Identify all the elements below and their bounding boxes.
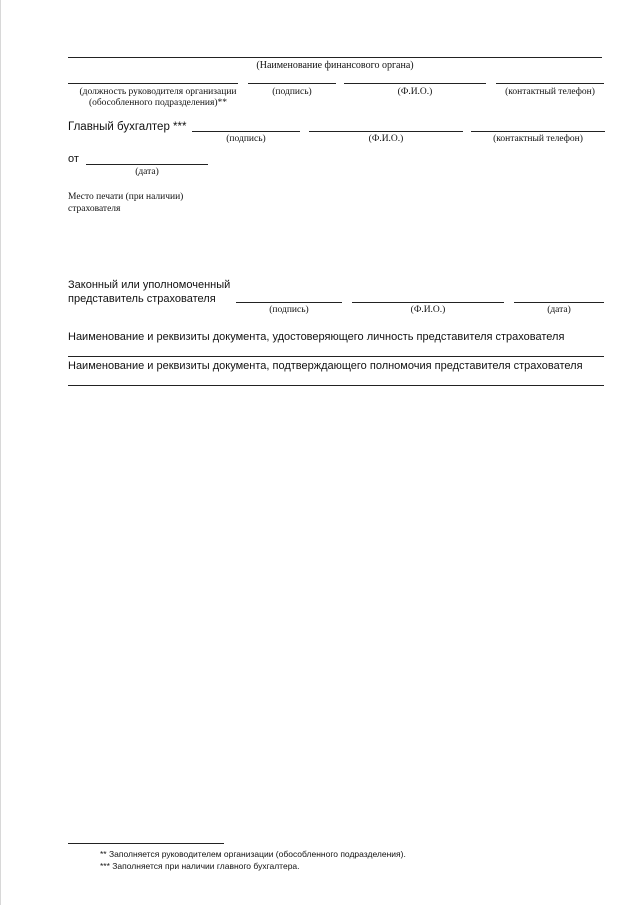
head-signature-caption: (подпись) [272,87,312,97]
representative-name-line[interactable] [352,302,504,303]
footnote-3: *** Заполняется при наличии главного бухгалтера. [100,861,300,871]
position-caption-line1: (должность руководителя организации [79,87,237,97]
representative-date-line[interactable] [514,302,604,303]
identity-doc-label: Наименование и реквизиты документа, удостоверяющего личность представителя страхователя [68,331,565,343]
head-phone-caption: (контактный телефон) [505,87,595,97]
date-line[interactable] [86,164,208,165]
financial-body-caption: (Наименование финансового органа) [256,60,414,71]
accountant-signature-caption: (подпись) [226,134,266,144]
head-signature-line[interactable] [248,83,336,84]
representative-signature-line[interactable] [236,302,342,303]
accountant-label: Главный бухгалтер *** [68,121,187,133]
accountant-phone-caption: (контактный телефон) [493,134,583,144]
stamp-line1: Место печати (при наличии) [68,192,184,202]
identity-doc-line[interactable] [68,356,604,357]
representative-name-caption: (Ф.И.О.) [410,305,446,315]
footnote-separator [68,843,224,844]
stamp-line2: страхователя [68,204,121,214]
date-caption: (дата) [135,167,159,177]
financial-body-line[interactable] [68,57,602,58]
accountant-name-line[interactable] [309,131,463,132]
position-caption-line2: (обособленного подразделения)** [88,98,228,108]
position-line[interactable] [68,83,238,84]
representative-label-line1: Законный или уполномоченный [68,279,231,291]
head-name-line[interactable] [344,83,486,84]
head-name-caption: (Ф.И.О.) [397,87,433,97]
authority-doc-label: Наименование и реквизиты документа, подтверждающего полномочия представителя страхователя [68,360,583,372]
footnote-2: ** Заполняется руководителем организации (обособленного подразделения). [100,849,406,859]
representative-label-line2: представитель страхователя [68,293,216,305]
head-phone-line[interactable] [496,83,604,84]
accountant-name-caption: (Ф.И.О.) [368,134,404,144]
accountant-signature-line[interactable] [192,131,300,132]
representative-date-caption: (дата) [547,305,571,315]
date-label: от [68,153,79,165]
representative-signature-caption: (подпись) [269,305,309,315]
scan-edge [0,0,1,905]
accountant-phone-line[interactable] [471,131,605,132]
authority-doc-line[interactable] [68,385,604,386]
